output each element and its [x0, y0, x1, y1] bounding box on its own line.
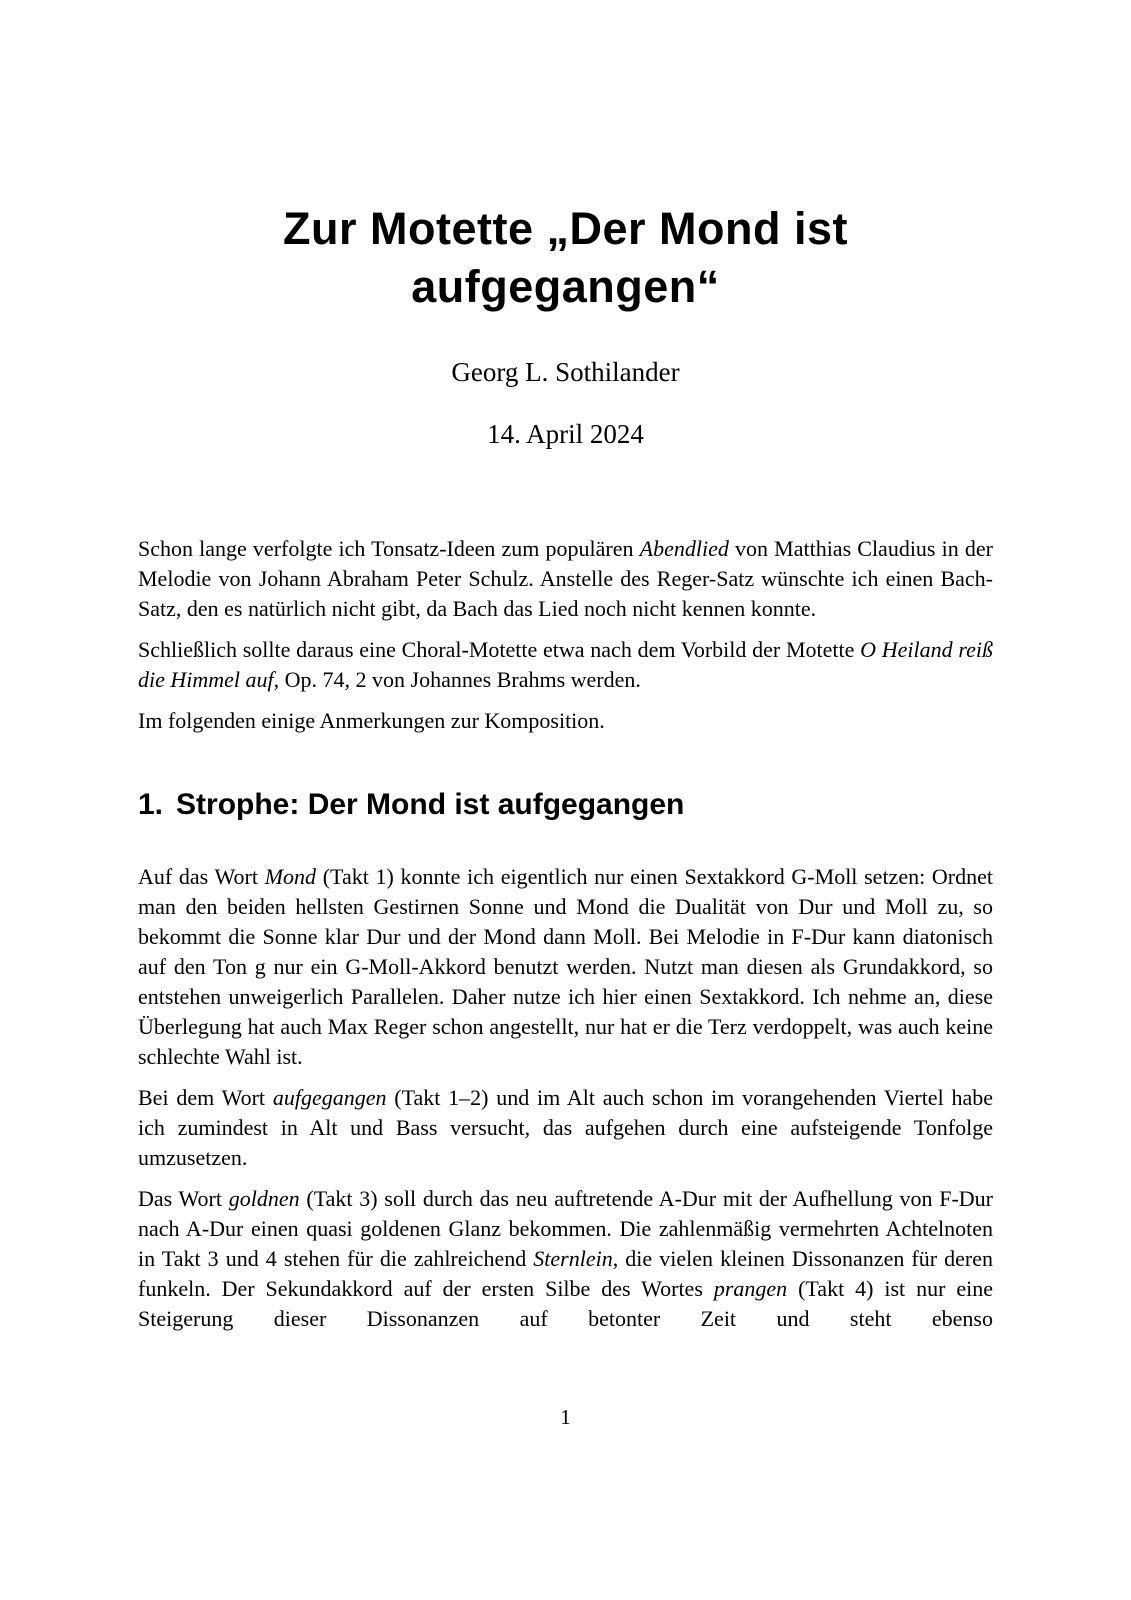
- intro-paragraph-1: Schon lange verfolgte ich Tonsatz-Ideen zum populären Abendlied von Matthias Claudius in der Melodie von Johann Abraham Peter Schulz. Anstelle des Reger-Satz wünschte ich einen Bach-Satz, den es natürlich nicht gibt, da Bach das Lied noch nicht kennen konnte.: [138, 536, 993, 621]
- intro-paragraph-3: Im folgenden einige Anmerkungen zur Komposition.: [138, 708, 605, 733]
- intro-paragraph-2: Schließlich sollte daraus eine Choral-Motette etwa nach dem Vorbild der Motette O Heiland reiß die Himmel auf, Op. 74, 2 von Johannes Brahms werden.: [138, 637, 993, 692]
- document-title: [138, 0, 993, 316]
- title-line-2: aufgegangen“: [411, 261, 720, 312]
- document-date: 14. April 2024: [487, 419, 644, 449]
- section-heading: [138, 786, 993, 824]
- section-paragraph-3: Das Wort goldnen (Takt 3) soll durch das neu auftretende A-Dur mit der Aufhellung von F-Dur nach A-Dur einen quasi goldenen Glanz bekommen. Die zahlenmäßig vermehrten Achtelnoten in Takt 3 und 4 stehen für die zahlreichend Sternlein, die vielen kleinen Dissonanzen für deren funkeln. Der Sekundakkord auf der ersten Silbe des Wortes prangen (Takt 4) ist nur eine Steigerung dieser Dissonanzen auf betonter Zeit und steht ebenso: [138, 1186, 994, 1331]
- author-name: Georg L. Sothilander: [451, 357, 680, 387]
- section-title: Strophe: Der Mond ist aufgegangen: [176, 788, 685, 821]
- section-paragraph-1: Auf das Wort Mond (Takt 1) konnte ich eigentlich nur einen Sextakkord G-Moll setzen: Ordnet man den beiden hellsten Gestirnen Sonne und Mond die Dualität von Dur und Moll zu, so bekommt die Sonne klar Dur und der Mond dann Moll. Bei Melodie in F-Dur kann diatonisch auf den Ton g nur ein G-Moll-Akkord benutzt werden. Nutzt man diesen als Grundakkord, so entstehen unweigerlich Parallelen. Daher nutze ich hier einen Sextakkord. Ich nehme an, diese Überlegung hat auch Max Reger schon angestellt, nur hat er die Terz verdoppelt, was auch keine schlechte Wahl ist.: [138, 864, 993, 1069]
- section-number: 1.: [138, 788, 164, 821]
- section-paragraph-2: Bei dem Wort aufgegangen (Takt 1–2) und im Alt auch schon im vorangehenden Viertel habe ich zumindest in Alt und Bass versucht, das aufgehen durch eine aufsteigende Tonfolge umzusetzen.: [138, 1085, 993, 1170]
- page-number: 1: [560, 1405, 571, 1429]
- document-body: [138, 534, 993, 1334]
- title-line-1: Zur Motette „Der Mond ist: [283, 203, 848, 254]
